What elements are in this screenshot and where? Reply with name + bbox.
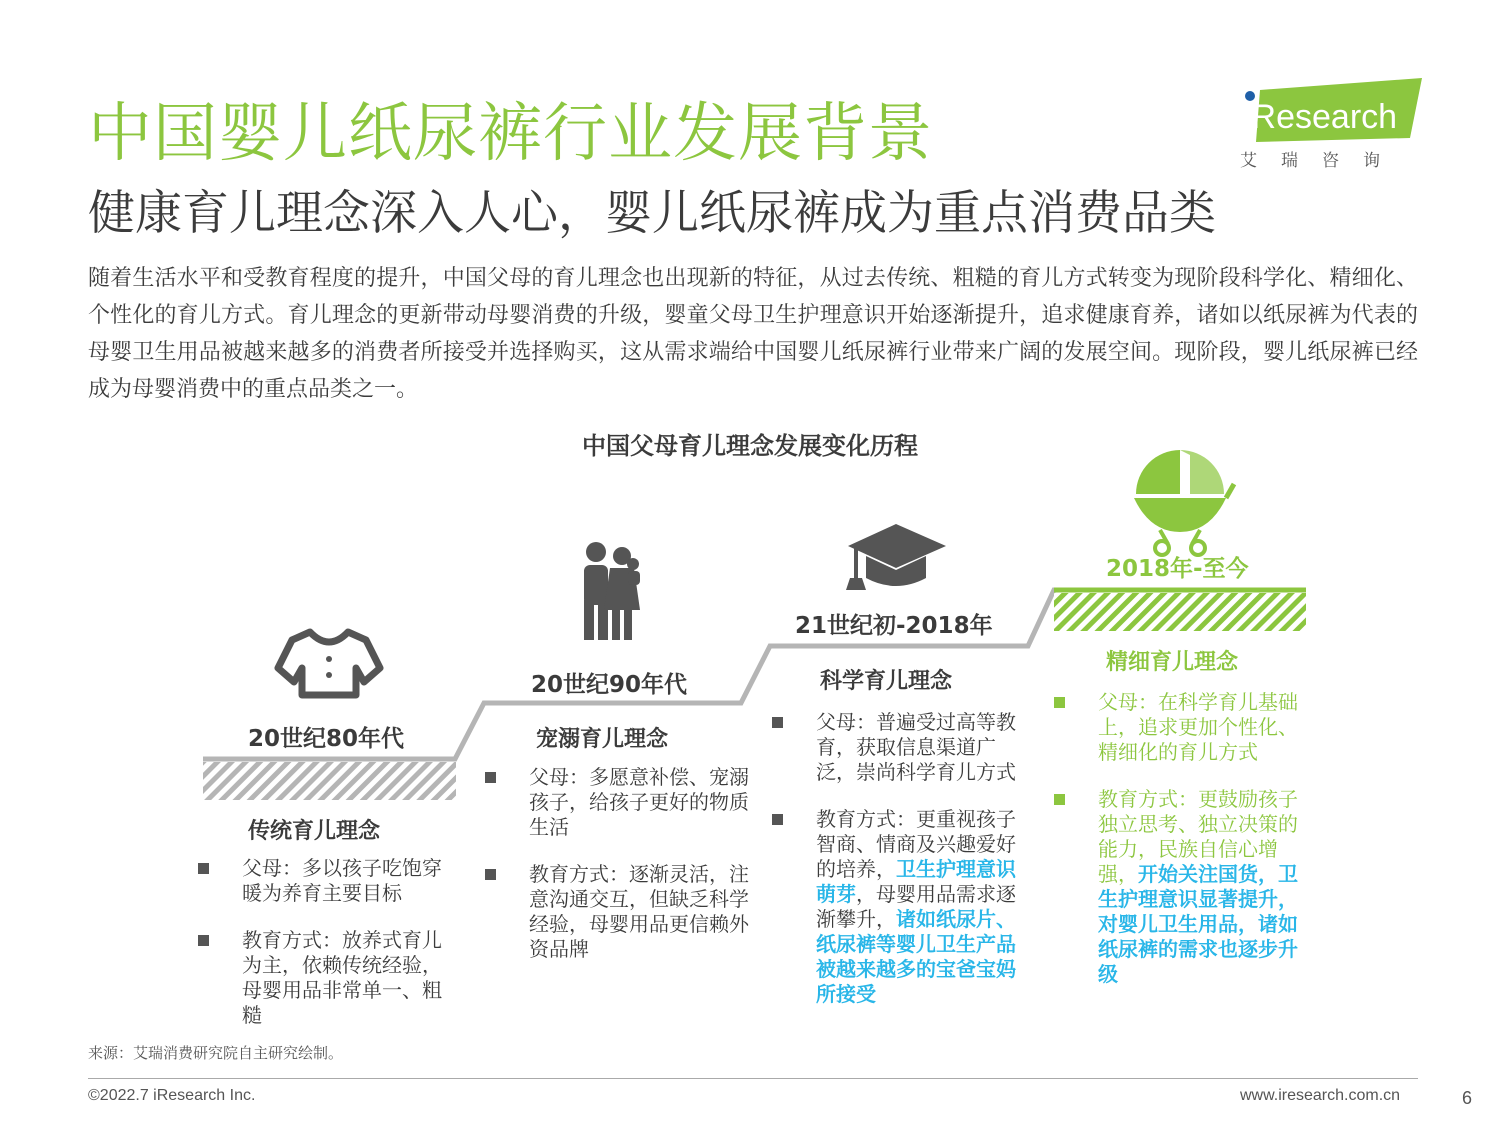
source-note: 来源：艾瑞消费研究院自主研究绘制。 <box>88 1044 344 1062</box>
list-item: 父母：多愿意补偿、宠溺孩子，给孩子更好的物质生活 <box>483 765 749 840</box>
family-icon <box>584 542 640 640</box>
concept-traditional: 传统育儿理念 <box>248 819 381 844</box>
footer-divider <box>88 1078 1418 1079</box>
list-item: 父母：多以孩子吃饱穿暖为养育主要目标 <box>196 856 456 906</box>
points-1980s <box>196 856 456 1050</box>
chart-title: 中国父母育儿理念发展变化历程 <box>582 432 918 460</box>
list-item: 教育方式：逐渐灵活，注意沟通交互，但缺乏科学经验，母婴用品更信赖外资品牌 <box>483 862 749 962</box>
concept-scientific: 科学育儿理念 <box>820 669 953 694</box>
points-2000s <box>770 710 1024 1029</box>
concept-refined: 精细育儿理念 <box>1106 650 1239 675</box>
list-item: 父母：普遍受过高等教育，获取信息渠道广泛，崇尚科学育儿方式 <box>770 710 1024 785</box>
list-item: 父母：在科学育儿基础上，追求更加个性化、精细化的育儿方式 <box>1052 690 1310 765</box>
hatch-bar-1980s <box>203 762 456 800</box>
point-text: ，母婴用品需求逐渐攀升， <box>816 882 1016 931</box>
era-1990s: 20世纪90年代 <box>531 672 688 698</box>
era-2018-now: 2018年-至今 <box>1106 556 1249 582</box>
intro-paragraph: 随着生活水平和受教育程度的提升，中国父母的育儿理念也出现新的特征，从过去传统、粗糙的育儿方式转变为现阶段科学化、精细化、个性化的育儿方式。育儿理念的更新带动母婴消费的升级，婴童父母卫生护理意识开始逐渐提升，追求健康育养，诸如以纸尿裤为代表的母婴卫生用品被越来越多的消费者所接受并选择购买，这从需求端给中国婴儿纸尿裤行业带来广阔的发展空间。现阶段，婴儿纸尿裤已经成为母婴消费中的重点品类之一。 <box>88 266 1418 402</box>
points-1990s <box>483 765 749 984</box>
highlight-text: 开始关注国货，卫生护理意识显著提升，对婴儿卫生用品，诸如纸尿裤的需求也逐步升级 <box>1098 862 1298 986</box>
logo-subtitle: 艾瑞咨询 <box>1240 151 1404 171</box>
website-link[interactable]: www.iresearch.com.cn <box>1240 1087 1401 1104</box>
list-item <box>1052 787 1310 987</box>
era-1980s: 20世纪80年代 <box>248 726 405 752</box>
point-text: 教育方式：更鼓励孩子独立思考、独立决策的能力，民族自信心增强， <box>1098 787 1298 886</box>
page-title: 中国婴儿纸尿裤行业发展背景 <box>88 97 933 171</box>
point-text: 教育方式：更重视孩子智商、情商及兴趣爱好的培养， <box>816 807 1016 881</box>
page-subtitle: 健康育儿理念深入人心，婴儿纸尿裤成为重点消费品类 <box>88 186 1216 241</box>
points-2018-now <box>1052 690 1310 1009</box>
copyright: ©2022.7 iResearch Inc. <box>88 1087 256 1104</box>
hatch-bar-2018 <box>1054 593 1306 631</box>
highlight-text: 卫生护理意识萌芽 <box>816 857 1016 906</box>
list-item <box>770 807 1024 1007</box>
logo-text: iResearch <box>1244 98 1398 136</box>
concept-doting: 宠溺育儿理念 <box>536 727 669 752</box>
baby-stroller-icon <box>1134 450 1234 555</box>
highlight-text: 诸如纸尿片、纸尿裤等婴儿卫生产品被越来越多的宝爸宝妈所接受 <box>816 907 1016 1006</box>
era-2000s-2018: 21世纪初-2018年 <box>795 613 993 639</box>
graduation-cap-icon <box>846 524 946 590</box>
list-item: 教育方式：放养式育儿为主，依赖传统经验，母婴用品非常单一、粗糙 <box>196 928 456 1028</box>
clothing-icon <box>278 632 380 695</box>
page-number: 6 <box>1462 1088 1473 1108</box>
